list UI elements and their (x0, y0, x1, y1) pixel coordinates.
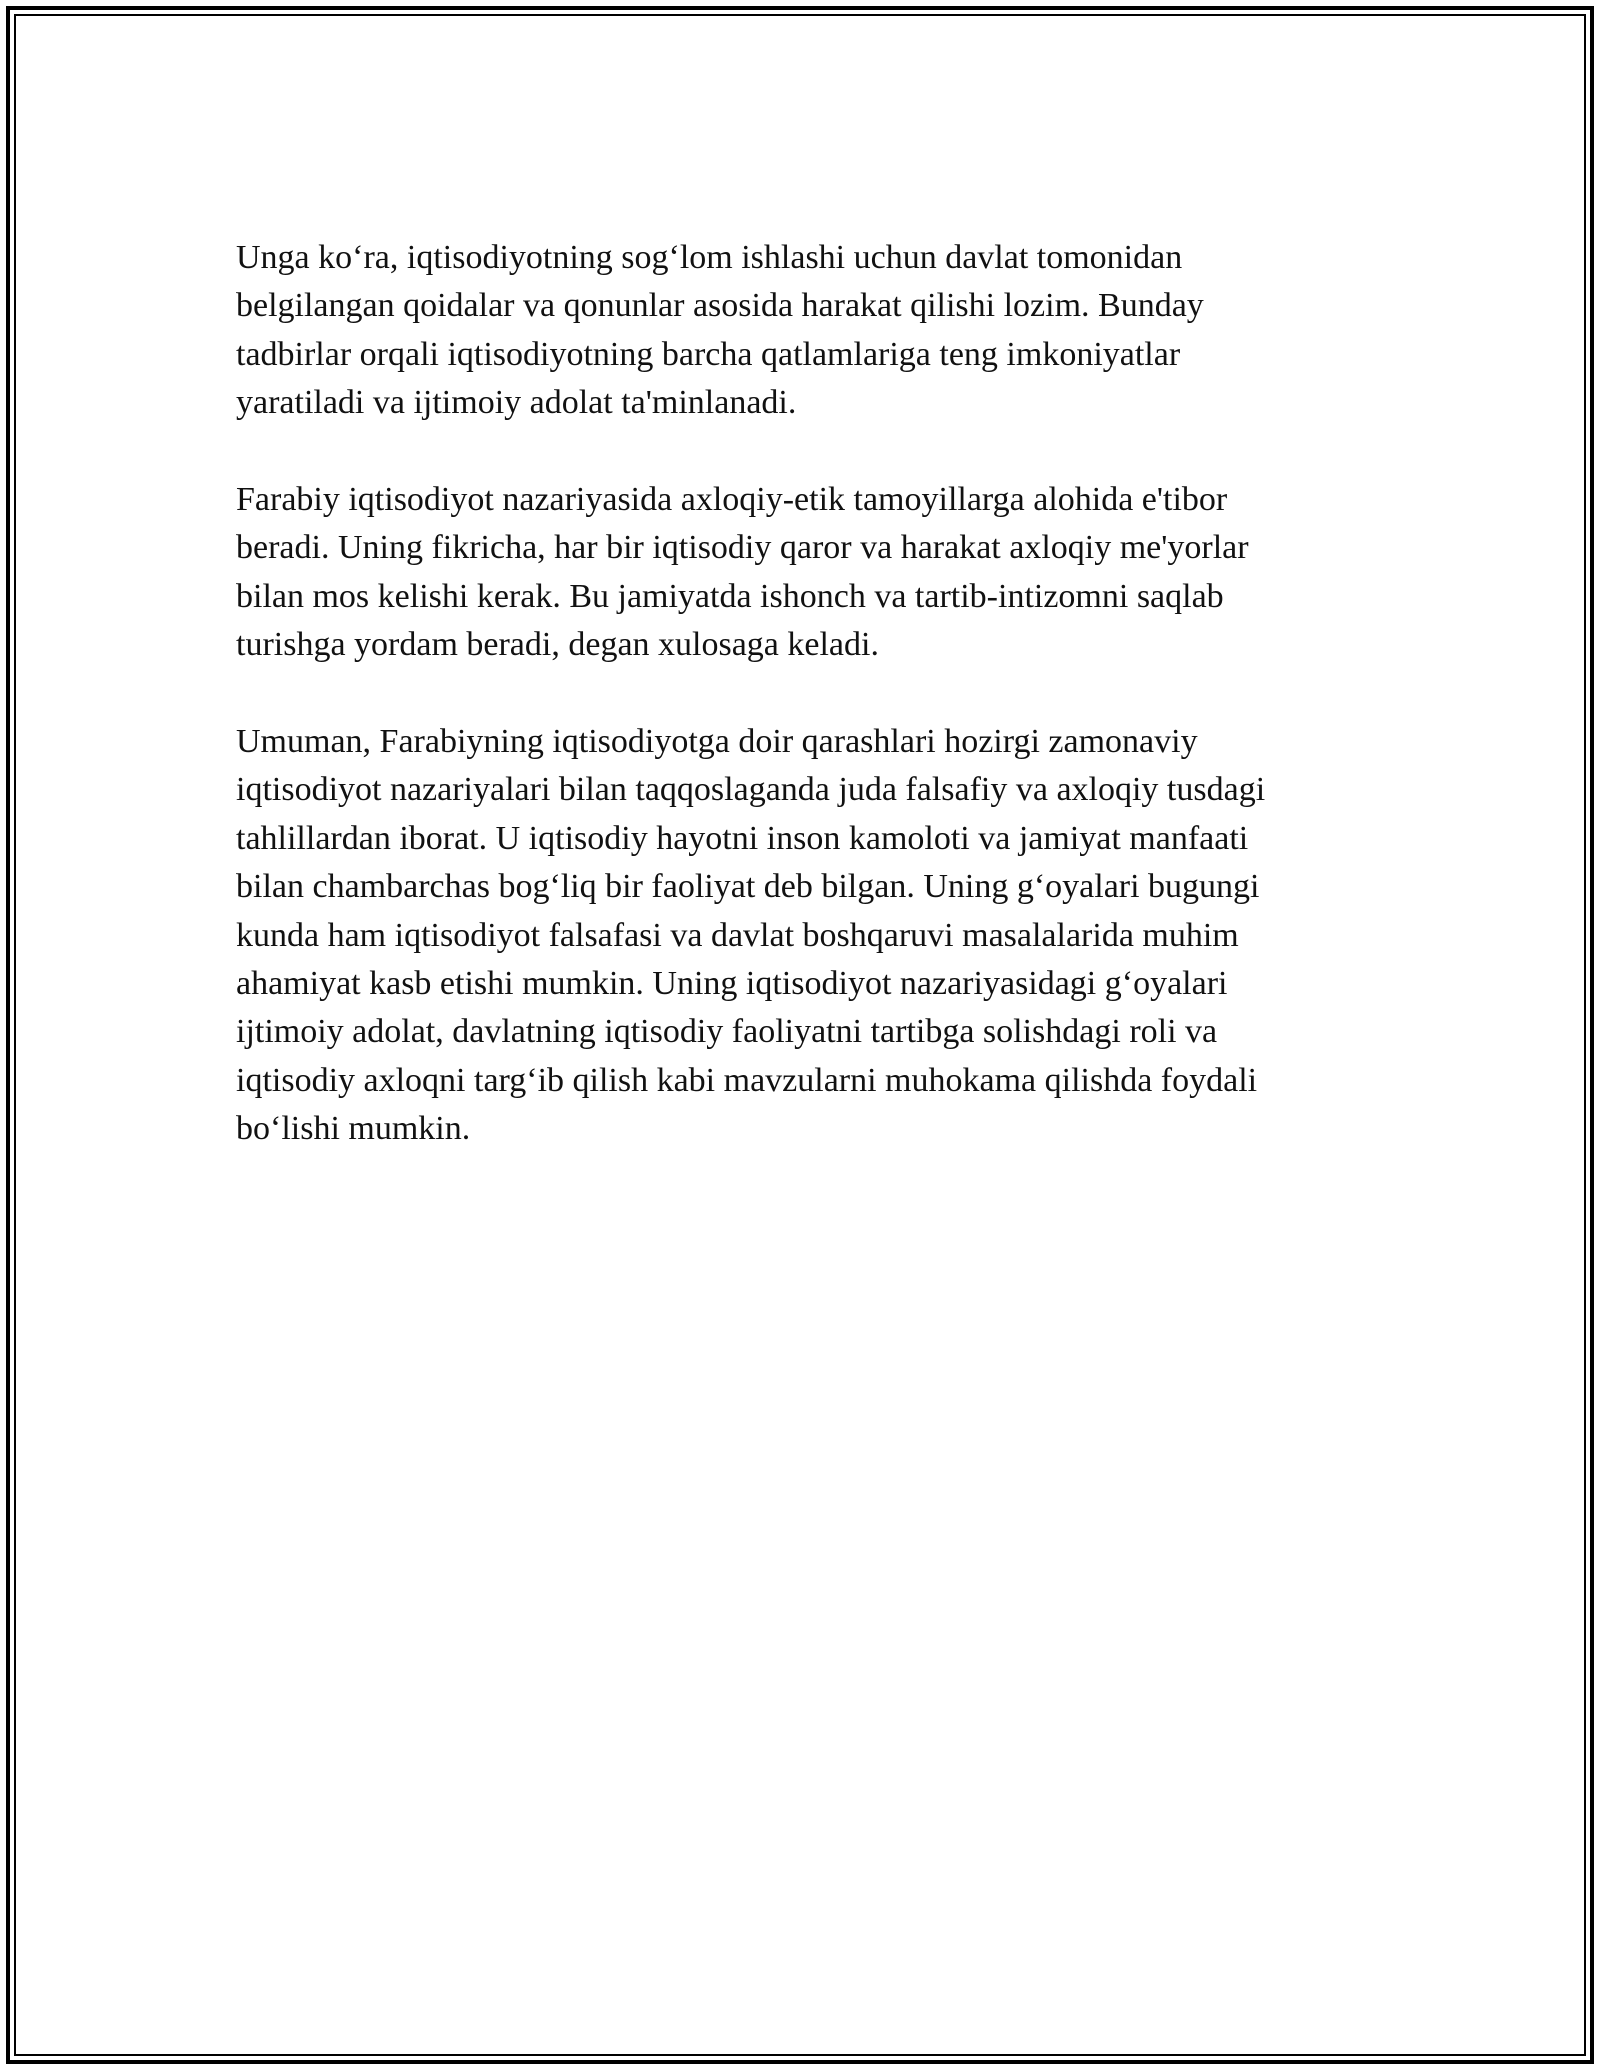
paragraph-3: Umuman, Farabiyning iqtisodiyotga doir qarashlari hozirgi zamonaviy iqtisodiyot nazariyalari bilan taqqoslaganda juda falsafiy va axloqiy tusdagi tahlillardan iborat. U iqtisodiy hayotni inson kamoloti va jamiyat manfaati bilan chambarchas bog‘liq bir faoliyat deb bilgan. Uning g‘oyalari bugungi kunda ham iqtisodiyot falsafasi va davlat boshqaruvi masalalarida muhim ahamiyat kasb etishi mumkin. Uning iqtisodiyot nazariyasidagi g‘oyalari ijtimoiy adolat, davlatning iqtisodiy faoliyatni tartibga solishdagi roli va iqtisodiy axloqni targ‘ib qilish kabi mavzularni muhokama qilishda foydali bo‘lishi mumkin. (236, 723, 1266, 1148)
document-body (236, 234, 1366, 1202)
paragraph-2: Farabiy iqtisodiyot nazariyasida axloqiy-etik tamoyillarga alohida e'tibor beradi. Uning fikricha, har bir iqtisodiy qaror va harakat axloqiy me'yorlar bilan mos kelishi kerak. Bu jamiyatda ishonch va tartib-intizomni saqlab turishga yordam beradi, degan xulosaga keladi. (236, 481, 1249, 664)
paragraph-1: Unga ko‘ra, iqtisodiyotning sog‘lom ishlashi uchun davlat tomonidan belgilangan qoidalar va qonunlar asosida harakat qilishi lozim. Bunday tadbirlar orqali iqtisodiyotning barcha qatlamlariga teng imkoniyatlar yaratiladi va ijtimoiy adolat ta'minlanadi. (236, 239, 1204, 422)
